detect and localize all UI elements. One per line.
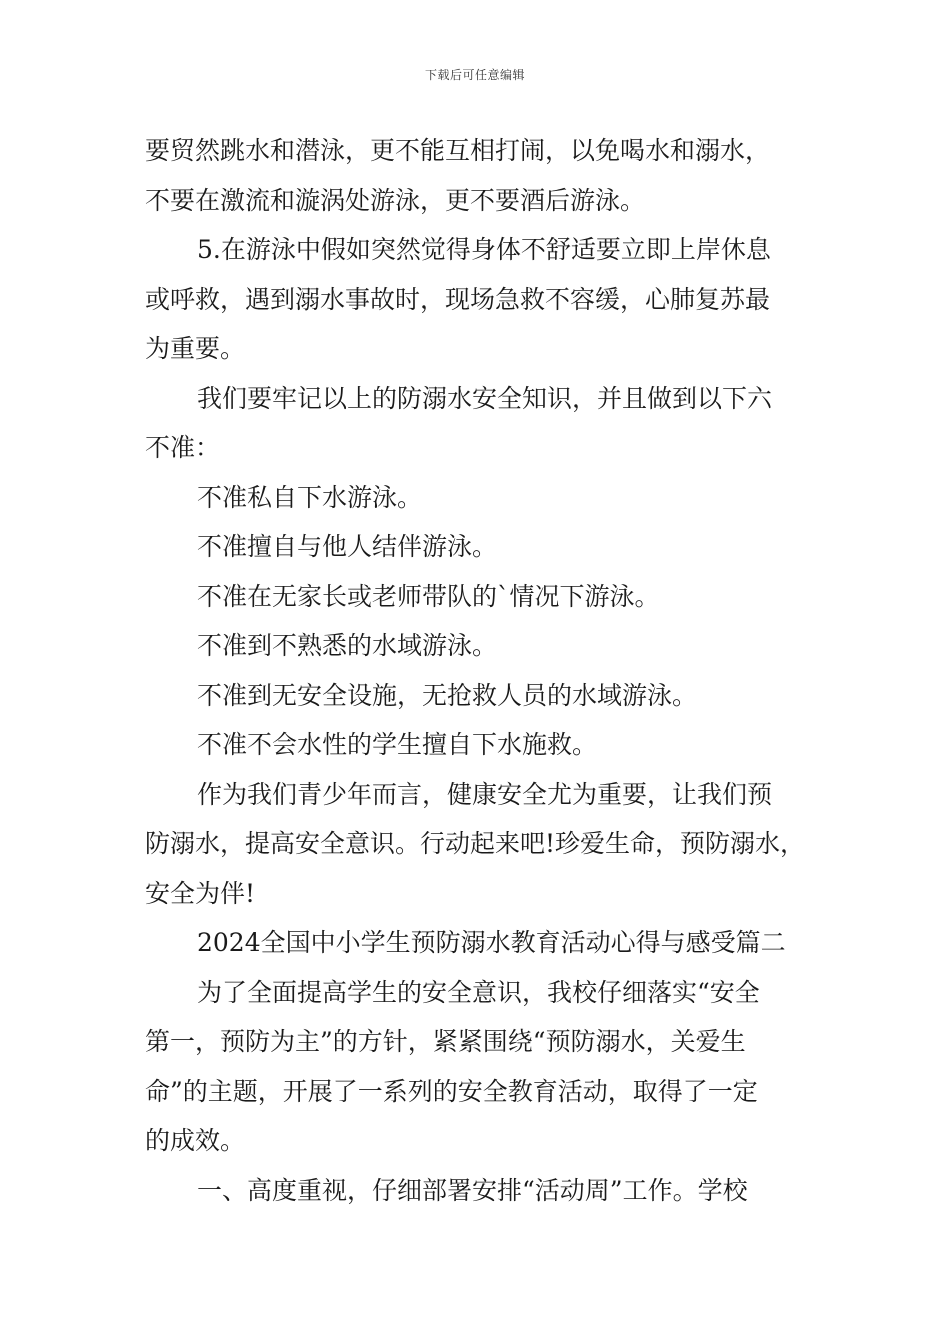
section-title: 2024全国中小学生预防溺水教育活动心得与感受篇二 [197,928,786,957]
rule-item: 不准到无安全设施，无抢救人员的水域游泳。 [197,680,698,710]
rule-item: 不准私自下水游泳。 [197,482,423,512]
text-line: 为重要。 [145,334,246,363]
text-line: 为了全面提高学生的安全意识，我校仔细落实“安全 [197,977,760,1007]
text-line: 第一，预防为主”的方针，紧紧围绕“预防溺水，关爱生 [145,1027,746,1056]
text-line: 命”的主题，开展了一系列的安全教育活动，取得了一定 [145,1076,758,1106]
page-header: 下载后可任意编辑 [424,68,525,82]
text-line: 或呼救，遇到溺水事故时，现场急救不容缓，心肺复苏最 [145,284,771,314]
text-line: 5.在游泳中假如突然觉得身体不舒适要立即上岸休息 [197,235,771,264]
document-body [145,126,815,1215]
rule-item: 不准不会水性的学生擅自下水施救。 [197,730,598,759]
rule-item: 不准到不熟悉的水域游泳。 [197,631,498,660]
text-line: 防溺水，提高安全意识。行动起来吧!珍爱生命，预防溺水， [145,829,806,858]
text-line: 不要在激流和漩涡处游泳，更不要酒后游泳。 [145,185,646,215]
text-line: 作为我们青少年而言，健康安全尤为重要，让我们预 [197,779,773,809]
text-line: 一、高度重视，仔细部署安排“活动周”工作。学校 [197,1175,748,1205]
text-line: 的成效。 [145,1126,246,1155]
text-line: 不准： [145,433,221,462]
text-line: 要贸然跳水和潜泳，更不能互相打闹，以免喝水和溺水， [145,136,771,165]
rule-item: 不准擅自与他人结伴游泳。 [197,532,498,561]
rule-item: 不准在无家长或老师带队的`情况下游泳。 [197,581,660,611]
text-line: 我们要牢记以上的防溺水安全知识，并且做到以下六 [197,383,773,413]
text-line: 安全为伴! [145,878,256,908]
